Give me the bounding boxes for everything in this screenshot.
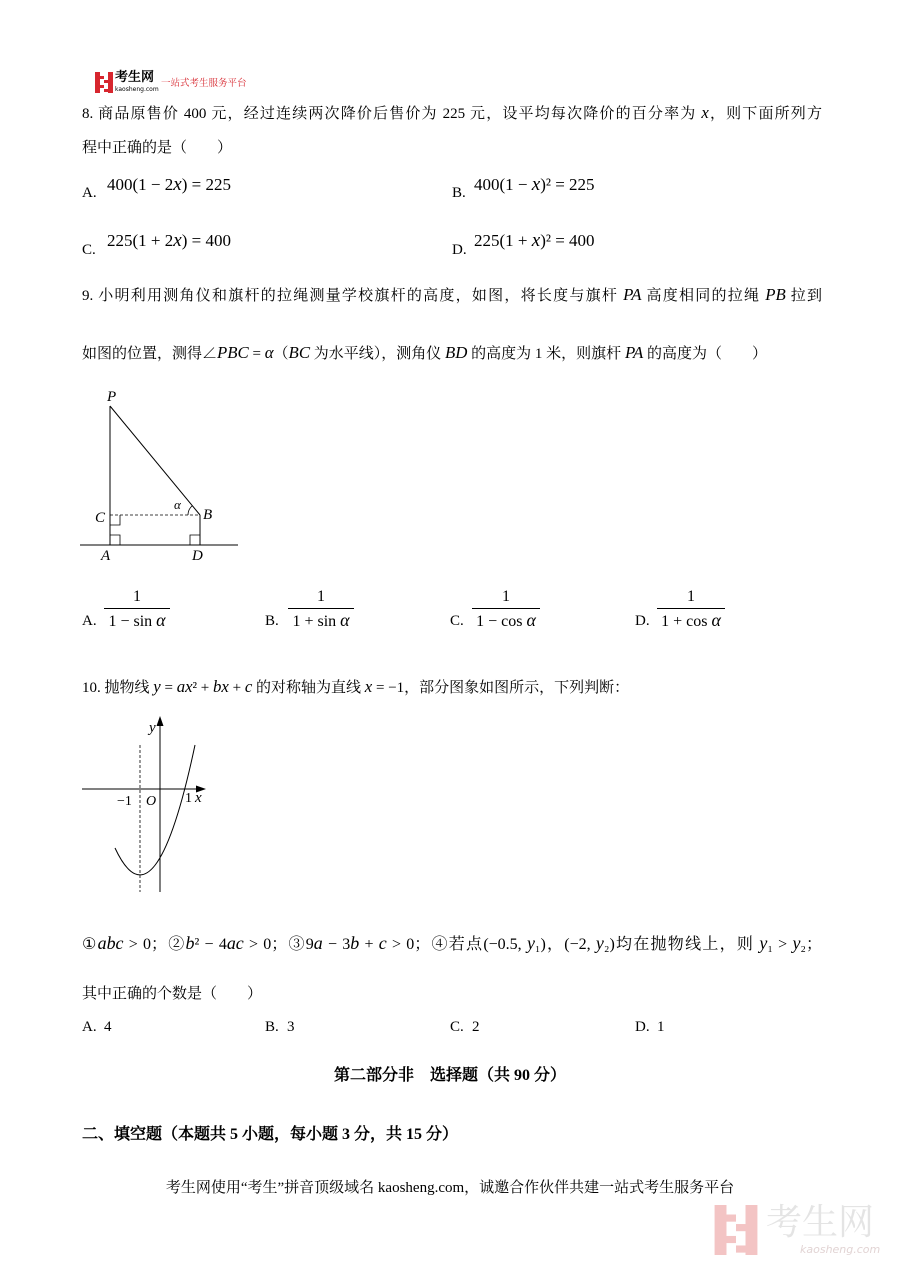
q9-option-a-numerator: 1 [104, 587, 170, 609]
q9-option-c-denominator: 1 − cos α [476, 610, 536, 630]
q9-option-b-denominator: 1 + sin α [292, 610, 350, 630]
q8-option-b-expr: 400(1 − x)² = 225 [474, 174, 595, 195]
label-c: C [95, 510, 106, 526]
logo-mark-icon [95, 72, 113, 93]
q10-option-a-value: 4 [104, 1019, 112, 1035]
y-axis-arrow-icon [157, 716, 164, 726]
watermark-logo [714, 1203, 886, 1259]
q9-flagpole-figure [78, 383, 243, 568]
graph-label-origin: O [146, 794, 157, 809]
q10-statements: ①abc > 0；②b² − 4ac > 0；③9a − 3b + c > 0；④若点(−0.5, y₁)，(−2, y₂)均在抛物线上，则 y₁ > y₂； [82, 933, 822, 953]
q10-option-c-label: C. [450, 1019, 464, 1035]
q10-prompt: 其中正确的个数是（ ） [82, 986, 263, 1002]
q8-stem-line2: 程中正确的是（ ） [82, 140, 233, 156]
q10-option-a-label: A. [82, 1019, 97, 1035]
q9-option-a-label: A. [82, 613, 97, 629]
right-angle-a-mark [110, 535, 120, 545]
q10-option-c-value: 2 [472, 1019, 480, 1035]
graph-label-one: 1 [185, 791, 192, 806]
q8-option-a-label: A. [82, 185, 97, 201]
q8-option-d-expr: 225(1 + x)² = 400 [474, 230, 595, 251]
q8-option-c-label: C. [82, 242, 96, 258]
label-b: B [203, 507, 213, 523]
q10-option-d-label: D. [635, 1019, 650, 1035]
site-logo [95, 71, 157, 95]
label-a: A [101, 548, 111, 564]
angle-alpha-arc [188, 506, 192, 515]
rope-pb-line [110, 406, 200, 515]
logo-domain: kaosheng.com [115, 86, 159, 93]
label-p: P [107, 389, 117, 405]
q9-option-b-label: B. [265, 613, 279, 629]
q9-option-d-fraction [657, 587, 725, 631]
q8-option-d-label: D. [452, 242, 467, 258]
watermark-domain: kaosheng.com [800, 1243, 881, 1256]
q8-option-b-label: B. [452, 185, 466, 201]
label-d: D [192, 548, 203, 564]
q9-option-d-label: D. [635, 613, 650, 629]
graph-label-neg-one: −1 [117, 794, 132, 809]
parabola-curve [115, 745, 195, 875]
q9-option-b-numerator: 1 [288, 587, 354, 609]
label-alpha: α [174, 497, 181, 512]
right-angle-c-mark [110, 515, 120, 525]
q9-option-d-numerator: 1 [657, 587, 725, 609]
q10-option-b-label: B. [265, 1019, 279, 1035]
right-angle-d-mark [190, 535, 200, 545]
q9-stem-line1: 9. 小明利用测角仪和旗杆的拉绳测量学校旗杆的高度，如图，将长度与旗杆 PA 高度相同的拉绳 PB 拉到 [82, 285, 822, 304]
q9-option-b-fraction [288, 587, 354, 631]
fill-in-section-title: 二、填空题（本题共 5 小题，每小题 3 分，共 15 分） [82, 1126, 459, 1143]
q9-option-a-denominator: 1 − sin α [108, 610, 166, 630]
q9-option-d-denominator: 1 + cos α [661, 610, 721, 630]
q8-option-c-expr: 225(1 + 2x) = 400 [107, 230, 231, 251]
header-slogan: 一站式考生服务平台 [161, 78, 247, 89]
part-two-title: 第二部分非 选择题（共 90 分） [333, 1067, 566, 1084]
graph-label-y: y [149, 720, 156, 736]
q9-option-c-fraction [472, 587, 540, 631]
q10-option-d-value: 1 [657, 1019, 665, 1035]
graph-label-x: x [195, 790, 202, 806]
footer-notice: 考生网使用“考生”拼音顶级域名 kaosheng.com，诚邀合作伙伴共建一站式考生服务平台 [165, 1180, 735, 1196]
logo-name: 考生网 [115, 70, 155, 85]
q10-parabola-graph [78, 713, 213, 898]
q9-stem-line2: 如图的位置，测得∠PBC = α（BC 为水平线），测角仪 BD 的高度为 1 米，则旗杆 PA 的高度为（ ） [82, 343, 768, 362]
q10-option-b-value: 3 [287, 1019, 295, 1035]
q9-option-c-numerator: 1 [472, 587, 540, 609]
watermark-mark-icon [714, 1205, 758, 1255]
q9-option-a-fraction [104, 587, 170, 631]
q10-stem: 10. 抛物线 y = ax² + bx + c 的对称轴为直线 x = −1，部分图象如图所示，下列判断： [82, 677, 630, 696]
q8-option-a-expr: 400(1 − 2x) = 225 [107, 174, 231, 195]
watermark-name: 考生网 [766, 1202, 875, 1243]
q9-option-c-label: C. [450, 613, 464, 629]
q8-stem-line1: 8. 商品原售价 400 元，经过连续两次降价后售价为 225 元，设平均每次降价的百分率为 x，则下面所列方 [82, 103, 822, 122]
